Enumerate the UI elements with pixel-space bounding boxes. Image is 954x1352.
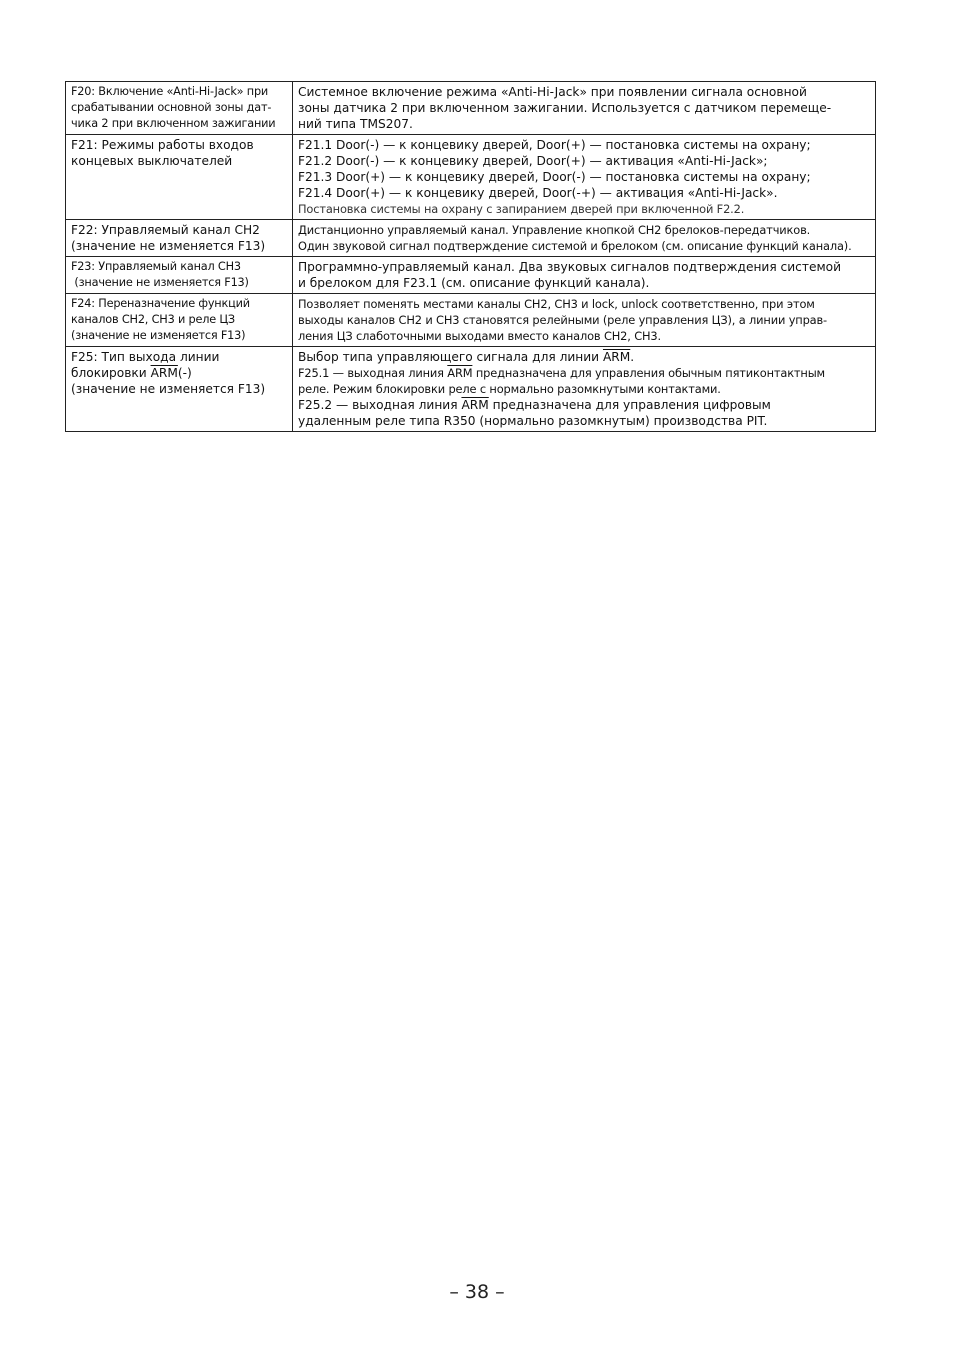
function-name-line: [71, 365, 287, 381]
table-row: [66, 347, 876, 432]
description-line: Программно-управляемый канал. Два звуковых сигналов подтверждения системой: [298, 260, 842, 274]
function-name-line: (значение не изменяется F13): [71, 382, 266, 396]
function-description-cell: [293, 294, 876, 347]
function-name-line: F22: Управляемый канал CH2: [71, 223, 260, 237]
description-line: зоны датчика 2 при включенном зажигании. Используется с датчиком перемеще-: [298, 101, 832, 115]
description-line: выходы каналов CH2 и CH3 становятся релейными (реле управления ЦЗ), а линии управ-: [298, 313, 828, 327]
description-line: ний типа TMS207.: [298, 117, 413, 131]
description-line: и брелоком для F23.1 (см. описание функций канала).: [298, 276, 650, 290]
function-description-cell: [293, 347, 876, 432]
description-line: Постановка системы на охрану с запиранием дверей при включенной F2.2.: [298, 202, 745, 216]
function-name-line: чика 2 при включенном зажигании: [71, 117, 276, 130]
function-name-cell: [66, 220, 293, 257]
text-fragment: Выбор типа управляющего сигнала для линии: [298, 350, 603, 364]
text-fragment: .: [630, 350, 635, 364]
description-line: ления ЦЗ слаботочными выходами вместо каналов CH2, CH3.: [298, 329, 661, 343]
function-name-line: F25: Тип выхода линии: [71, 350, 220, 364]
function-name-line: F20: Включение «Anti-Hi-Jack» при: [71, 85, 269, 98]
table-row: [66, 257, 876, 294]
function-name-line: концевых выключателей: [71, 154, 233, 168]
function-name-line: срабатывании основной зоны дат-: [71, 101, 272, 114]
function-name-cell: [66, 135, 293, 220]
function-description-cell: [293, 257, 876, 294]
description-line: F21.1 Door(-) — к концевику дверей, Door(+) — постановка системы на охрану;: [298, 138, 811, 152]
function-name-line: F23: Управляемый канал CH3: [71, 260, 241, 273]
arm-signal-label: $\overline{ARM}$: [461, 398, 489, 412]
description-line: [298, 397, 870, 413]
function-description-cell: [293, 82, 876, 135]
function-table: [65, 81, 876, 432]
function-name-cell: [66, 294, 293, 347]
arm-signal-label: $\overline{ARM}$: [150, 366, 178, 380]
page-number: – 38 –: [449, 1281, 505, 1303]
function-name-cell: [66, 82, 293, 135]
function-description-cell: [293, 135, 876, 220]
function-name-line: (значение не изменяется F13): [71, 329, 246, 342]
function-name-line: (значение не изменяется F13): [71, 239, 266, 253]
function-name-cell: [66, 347, 293, 432]
description-line: F21.2 Door(-) — к концевику дверей, Door(+) — активация «Anti-Hi-Jack»;: [298, 154, 768, 168]
description-line: удаленным реле типа R350 (нормально разомкнутым) производства PIT.: [298, 414, 768, 428]
arm-signal-label: $\overline{ARM}$: [602, 350, 631, 364]
description-line: Один звуковой сигнал подтверждение системой и брелоком (см. описание функций канала).: [298, 239, 852, 253]
function-description-cell: [293, 220, 876, 257]
function-name-cell: [66, 257, 293, 294]
function-name-line: (значение не изменяется F13): [71, 276, 249, 289]
description-line: F21.4 Door(+) — к концевику дверей, Door(-+) — активация «Anti-Hi-Jack».: [298, 186, 778, 200]
description-line: Дистанционно управляемый канал. Управление кнопкой CH2 брелоков-передатчиков.: [298, 223, 811, 237]
description-line: Системное включение режима «Anti-Hi-Jack» при появлении сигнала основной: [298, 85, 807, 99]
description-line: Позволяет поменять местами каналы CH2, CH3 и lock, unlock соответственно, при этом: [298, 297, 815, 311]
text-fragment: F25.1 — выходная линия: [298, 366, 448, 380]
text-fragment: F25.2 — выходная линия: [298, 398, 462, 412]
arm-signal-label: $\overline{ARM}$: [447, 366, 473, 380]
text-fragment: (-): [177, 366, 192, 380]
description-line: F21.3 Door(+) — к концевику дверей, Door(-) — постановка системы на охрану;: [298, 170, 811, 184]
function-name-line: F24: Переназначение функций: [71, 297, 250, 310]
function-name-line: каналов CH2, CH3 и реле ЦЗ: [71, 313, 235, 326]
function-name-line: F21: Режимы работы входов: [71, 138, 254, 152]
description-line: [298, 349, 870, 365]
table-row: [66, 135, 876, 220]
text-fragment: предназначена для управления обычным пятиконтактным: [472, 366, 825, 380]
description-line: реле. Режим блокировки реле с нормально разомкнутыми контактами.: [298, 382, 721, 396]
text-fragment: предназначена для управления цифровым: [488, 398, 771, 412]
table-row: [66, 82, 876, 135]
text-fragment: блокировки: [71, 366, 151, 380]
table-row: [66, 220, 876, 257]
description-line: [298, 365, 870, 381]
table-row: [66, 294, 876, 347]
